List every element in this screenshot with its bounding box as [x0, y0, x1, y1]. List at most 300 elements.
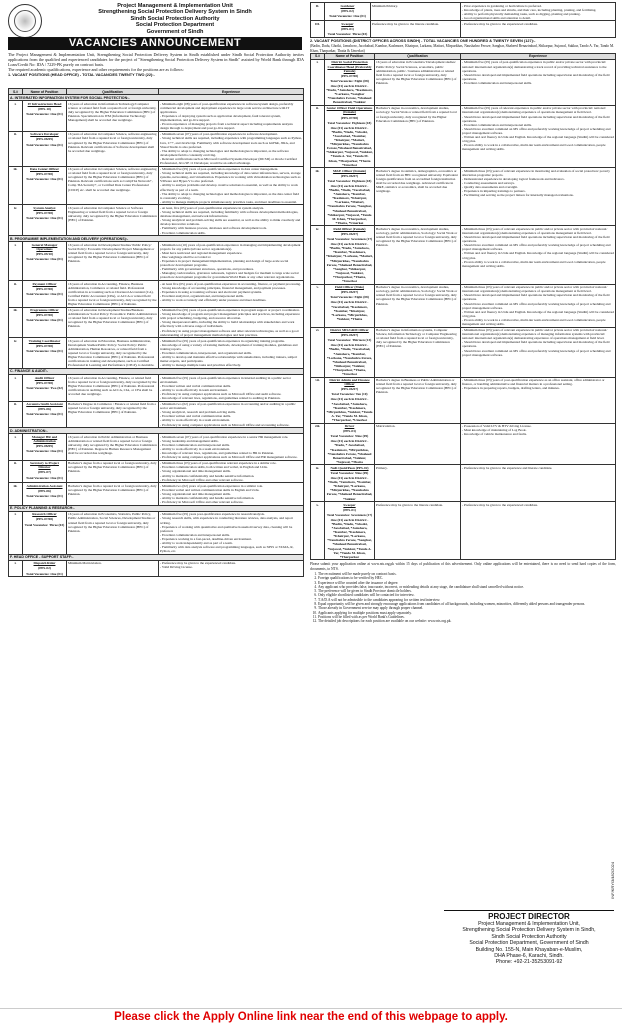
serial-number: i. — [311, 59, 325, 105]
experience-item: - Written and oral fluency in Urdu and English. Knowledge of the regional language (Sindhi) will be considered a big plus. — [462, 310, 614, 318]
qualification-cell: 16 years of education in Accounting, Finance, Business Administration, Commerce or related field. Professional certification in accounting such as Chartered Accountant (CA), Certified Public Accountant (CPA), or ACCA or related field from a reputed local or foreign university, duly recognized by the Higher Education Commission (HEC) of Pakistan. — [68, 281, 157, 306]
project-director-block — [444, 910, 614, 966]
position-grade: (PPS-09/10) — [35, 251, 54, 256]
position-cell — [23, 131, 67, 166]
position-vacancies: Total Vacancies: Nine (09) — [330, 434, 369, 439]
experience-item: - Excellent communication and interpersonal skills. — [160, 533, 302, 537]
serial-number: i. — [9, 242, 23, 281]
table-row — [9, 460, 304, 482]
position-vacancies: Total Vacancies: One (01) — [26, 256, 63, 261]
header-line: Government of Sindh — [146, 28, 204, 35]
position-vacancies: Total Vacancies: One (01) — [26, 291, 63, 296]
experience-list — [160, 167, 302, 204]
position-vacancies: Total Vacancies: One (01) — [26, 571, 63, 576]
serial-number: i. — [9, 434, 23, 461]
experience-item: - Preference may be given to the experienced candidate. — [160, 561, 302, 565]
position-grade: (PPS-07/08) — [35, 517, 54, 522]
experience-cell — [159, 375, 304, 402]
experience-item: - Excellent communication and interpersonal skills. — [160, 443, 302, 447]
qualification-cell: 16 years of education in Education, Business Administration, Development Studies/Public Policy/ Social Policy/ Public Administration, Human Resources, or related field from a reputed local or foreign university, duly recognized by the Higher Education Commission (HEC) of Pakistan. Professional certifications in training and development, such as Certified Professional in Learning and Performance (CPLP), is desirable. — [67, 338, 159, 369]
experience-item: - Minimum three (03) years of post-qualification relevant experience in a similar role. — [160, 461, 302, 465]
intro-paragraph: The Project Management & Implementation Unit, Strengthening Social Protection Delivery System in Sindh established under Sindh Social Protection Authority invites applications from the qualified and experienced candidates for the project of "Strengthening Social Protection Delivery System in Sindh" assisted by World Bank through IDA Loan/Credit No: IDA / 7229-PK purely on contract basis. — [8, 52, 304, 67]
position-cell — [325, 21, 371, 37]
qualification-cell: Minimum Primary. — [371, 3, 461, 21]
experience-item: - Ability to analyze problems and develop creative solutions is essential, as well as the ability to work effectively as part of a team. — [160, 183, 302, 191]
experience-item: - Minimum three (03) years of relevant experience in public and/or private sector with provincial/ national/ international organization(s) demonstrating experience of managing information systems with provincial/ national/ international organization(s) demonstrating experience of operations management at field level. — [462, 328, 614, 340]
position-name: Accounts/Audit Assistant — [26, 402, 63, 407]
position-cell — [23, 307, 67, 338]
position-grade: (PPS-07/08) — [340, 115, 359, 120]
serial-number: iv. — [311, 226, 325, 284]
serial-number: iv. — [9, 338, 23, 369]
position-name: Payment Officer — [32, 281, 57, 286]
experience-item: - Strong technical skills are required, including experience with programming languages such as Python, Java, C++, and JavaScript. Familiarity with software development tools such as GitHub, JIRA, and Visual Studio is also preferred. — [160, 136, 302, 148]
experience-item: - Strong analytical, research and problem-solving skills. — [160, 410, 302, 414]
experience-cell — [159, 434, 304, 461]
section-title: B. PROGRAMME IMPLEMENTATION AND DELIVERY (OPERATIONS):- — [9, 236, 304, 242]
position-grade: (PPS-01) — [341, 26, 354, 31]
position-grade: (PPS-03) — [343, 429, 356, 434]
experience-item: - Ability to perform physically demanding tasks, such as digging, planting and pruning. — [462, 12, 614, 16]
experience-list — [160, 206, 302, 235]
section-title: D. ADMINISTRATION:- — [9, 428, 304, 434]
experience-item: - Demonstrated experience in developing logical framework and indicators. — [462, 177, 614, 181]
experience-list — [160, 102, 302, 131]
experience-item: - Proficiency in using computer applications such as Microsoft Office and accounting software. — [160, 423, 302, 427]
experience-item: - Should have excellent command on MS office and preferably working knowledge of project scheduling and project management software. — [462, 243, 614, 251]
apply-online-notice[interactable]: Please click the Apply Online link near the end of this webpage to apply. — [0, 1008, 622, 1024]
experience-list — [462, 424, 614, 436]
experience-cell — [159, 460, 304, 482]
table-row — [9, 307, 304, 338]
table-row — [9, 101, 304, 132]
experience-cell — [159, 205, 304, 236]
position-cell — [325, 105, 375, 167]
intro-requirements: The required academic qualifications, experience and other requirements for the positions are as follows: — [8, 67, 184, 72]
position-cell — [23, 560, 67, 576]
experience-item: - Minimum five (05) years of post-qualification experience in organizing training programs. — [160, 339, 302, 343]
position-vacancies: Total Vacancies: Eight (08) — [330, 78, 369, 83]
experience-item: - Good organizational skills and attention to detail. — [462, 16, 614, 20]
experience-item: - Minimum five (05) years of post-qualification experience in program support or project coordination. — [160, 308, 302, 312]
position-grade: (PPS-07/08) — [35, 286, 54, 291]
experience-list — [462, 285, 614, 326]
experience-cell — [461, 59, 616, 105]
qualification-cell: 16 years of education in Development Studies/Business Administration/ Social Policy/ Economics/ Public Administration or related field from a reputed local or foreign university, duly recognized by the Higher Education Commission (HEC) of Pakistan. — [67, 307, 159, 338]
position-vacancies: Total Vacancies: Three (03) — [24, 522, 65, 527]
position-name: District Social Protection Coordinator/Head (Preferably Female) — [327, 60, 372, 73]
experience-item: - Minimum three (03) years of relevant experience in public and/or private sector with provincial/ national/ international organization(s) demonstrating experience of operations management at field level. — [462, 285, 614, 293]
position-name: Training Coordinator — [28, 338, 61, 343]
experience-list — [160, 308, 302, 337]
position-vacancies: Total Vacancies: Eighteen (18) — [327, 178, 372, 183]
experience-list — [462, 60, 614, 85]
experience-cell — [461, 327, 616, 377]
experience-cell — [159, 560, 304, 576]
experience-item: - Due weightage shall be accorded to: — [160, 255, 302, 259]
position-grade: (PPS-07/08) — [35, 343, 54, 348]
sindh-government-logo — [8, 4, 42, 38]
experience-item: - Knowledge of using a variety of training methods, development of training modules, guidelines and training reports. — [160, 343, 302, 351]
qualification-cell: Matriculation. — [375, 423, 461, 465]
qualification-cell: 16 years of education in Accounting, Finance, or related field from a reputed local or foreign university, duly recognized by the Higher Education Commission (HEC) of Pakistan. Professional certifications in auditing such as ACCA, CIA, or CFA shall be accorded due weightage. — [67, 375, 159, 402]
experience-item: - Minimum five (05) years of relevant experience in public and/or private sector with provincial/ national/ international organization(s) demonstrating experience of operations management at field level. — [462, 106, 614, 114]
position-cell — [325, 327, 375, 377]
experience-item: - Should have excellent command on MS office and preferably working knowledge of project scheduling and project management software. — [462, 349, 614, 357]
section-title: F. HEAD OFFICE - SUPPORT STAFF:- — [9, 554, 304, 560]
position-districts: One (01) each in District:- *Badin, *Dadu, *Ghotki, *Jacobabad, *Kambar, *Khairpur, *Matiari, *Mirpurkhas, *Naushahro Feroze,*Shaheed Benazirabad, *Shikarpur, *Sujawal, *Sukkur, *Tando A. Yar, *Tando M. Khan, *Tharparkar, *Thatta *Umerkot — [326, 125, 373, 167]
experience-list — [462, 227, 614, 268]
experience-item: - Preference may be given to the experience and literate candidate. — [462, 466, 614, 470]
table-row — [311, 105, 616, 167]
experience-item: - Minimum five (05) years of post-qualification experience in data center management. — [160, 167, 302, 171]
experience-item: - Knowledge of plants, trees and shrubs, and their care, including planting, pruning, and fertilizing. — [462, 8, 614, 12]
qualification-cell: 16 years of education in Public Administration or Business Administration or related field from a reputed local or foreign university, duly recognized by the Higher Education Commission (HEC) of Pakistan. Degree in Human Resource Management shall be accorded due weightage. — [67, 434, 159, 461]
experience-item: - Experience in imparting trainings to partners. — [462, 189, 614, 193]
experience-item: - Ability to work accurately and efficiently under pressure and meet deadlines. — [160, 298, 302, 302]
experience-item: - Strong organizational and time management skills. — [160, 492, 302, 496]
qualification-cell: 16 years of education in Economics/ Development studies/ Public Policy/ Social Sciences, economics, public administration, public / business administration or related field from a reputed local or foreign university, duly recognized by the Higher Education Commission (HEC) of Pakistan. — [375, 59, 461, 105]
position-cell — [23, 483, 67, 505]
position-name: Software Developer — [30, 132, 59, 137]
qualification-cell: Bachelor's degree in statistics, demographics, economics or related field from an HEC recognized university. Equivalent foreign qualification from an accredited foreign institution shall be accorded due weightage. Advanced certificate in M&E, statistics or economics, shall be accorded due weightage. — [375, 168, 461, 226]
experience-list — [462, 328, 614, 357]
table-row — [9, 434, 304, 461]
qualification-cell: Preference may be given to the literate candidate. — [375, 502, 461, 560]
experience-item: - Strong interpersonal skills, including the ability to build relationships with stakeholders and work effectively with a diverse range of individuals. — [160, 320, 302, 328]
experience-item: - Experience working in a fast-paced, deadline-driven environment. — [160, 537, 302, 541]
experience-item: - Strong technical skills are required, including knowledge of data center infrastructure, servers, storage systems, networking, and virtualization. Experience in working with virtualization technologies such as VMware and Hyper-V is also preferred. — [160, 171, 302, 183]
experience-item: - Possession of Valid LTV & HTV driving License. — [462, 424, 614, 428]
serial-number: iii. — [9, 483, 23, 505]
qualification-cell: Preference may be given to the literate candidate. — [371, 21, 461, 37]
notes-list — [310, 572, 616, 624]
experience-item: - Proven ability to work in a collaborative, multi-tier team environment and Good communication, people management and writing skills. — [462, 318, 614, 326]
experience-item: - Familiarity with government structures, operations, and procedures. — [160, 267, 302, 271]
position-vacancies: Total Vacancies: One (01) — [26, 348, 63, 353]
position-cell — [23, 338, 67, 369]
serial-number: iii. — [311, 168, 325, 226]
table-row — [311, 423, 616, 465]
experience-cell — [461, 502, 616, 560]
serial-number: vii. — [311, 377, 325, 423]
experience-item: - Knowledge of relevant laws, regulations, and guidelines related to auditing in Pakistan. — [160, 396, 302, 400]
experience-list — [160, 243, 302, 280]
experience-item: - Strong research skills, with experience in conducting literature reviews, data analysis, and report writing. — [160, 516, 302, 524]
right-column — [310, 2, 616, 624]
experience-item: - Proficiency in Microsoft Office and other relevant software. — [160, 500, 302, 504]
experience-item: - Excellent communication skills. — [160, 231, 302, 235]
experience-item: - Ability to manage multiple projects simultaneously, prioritize tasks, and meet deadlines is essential. — [160, 200, 302, 204]
position-cell — [23, 401, 67, 428]
position-name: Administration Assistant — [26, 483, 63, 488]
support-staff-table — [310, 2, 616, 38]
position-name: Sweeper — [341, 21, 354, 26]
position-districts: One (01) each in District:- *Badin, *Dadu, *Jacobabad, *Jamshoro, *Kambar, *Kashmore, *Khairpur, *Larkana, *Matiari, *Naushahro Feroze, *Sanghar, *Shaheed Benazirabad, *Shikarpur, *Sujawal, *Tando M. Khan, *Tharparkar, *Thatta, *Umerkot — [327, 183, 372, 225]
position-grade: (PPS-01) — [343, 507, 356, 512]
qualification-cell: 16 years of education in Development Studies/ Public Policy/ Social Policy/ Economic Development/ Project Management or related field from a reputed local or foreign university, duly recognized by the Higher Education Commission (HEC) of Pakistan. — [67, 242, 159, 281]
note-item: 11. Positions will be filled with as per World Bank's Guidelines. — [318, 615, 616, 619]
note-item: 1. The recruitment will be made purely on contract basis. — [318, 572, 616, 576]
experience-item: - Excellent written and verbal communication skills. — [160, 384, 302, 388]
position-grade: (PPS-06/07) — [340, 387, 359, 392]
pd-line: DHA Phase-6, Karachi, Sindh. — [494, 953, 564, 960]
experience-item: - Facilitating and serving as the project liaison for internally managed evaluations. — [462, 193, 614, 197]
experience-cell — [461, 465, 616, 502]
note-item: 12. The detailed job descriptions for each position are available on our website: www.nts.org.pk. — [318, 619, 616, 623]
experience-item: - Strong organizational and time management skills. — [160, 469, 302, 473]
qualification-cell: 16 years of education in Information Technology/Computer science or related field from a reputed local or foreign university, duly recognized by the Higher Education Commission (HEC) of Pakistan. Specialization in ITM (Information Technology Management) shall be accorded due weightage. — [67, 101, 159, 132]
serial-number: ii. — [9, 281, 23, 308]
position-districts: One (01) each in District:- *Dadu, *Jamshoro, *Kambar, *Khairpur, *Larkana, *Mirpurkhas, *Naushahro Feroze, *Shaheed Benazirabad, *Sukkur — [326, 476, 373, 501]
experience-item: - Strong analytical and problem-solving skills are essential, as well as the ability to think creatively and develop innovative solutions. — [160, 218, 302, 226]
note-item: 2. Foreign qualifications to be verified by HEC. — [318, 576, 616, 580]
section-2-title: 2. VACANT POSITIONS (DISTRICT OFFICES ACROSS SINDH) - TOTAL VACANCIES ONE HUNDRED & TWENTY SEVEN (127):- — [310, 38, 536, 43]
experience-list — [160, 132, 302, 165]
position-vacancies: Total Vacancies: Two (02) — [26, 385, 63, 390]
experience-item: - Prior experience in gardening or horticulture is preferred. — [462, 4, 614, 8]
position-vacancies: Total Vacancies: Eight (08) — [330, 295, 369, 300]
experience-list — [462, 503, 614, 507]
experience-item: - Familiarity with data analysis software and programming languages, such as SPSS or STATA, R, Python, etc. — [160, 545, 302, 553]
experience-item: - The ability to adapt to changing technologies and methodologies is important, as the software development field is constantly evolving. — [160, 149, 302, 157]
note-item: 3. Experience will be counted after the issuance of degree. — [318, 581, 616, 585]
qualification-cell: Bachelor's degree in economics, development studies, sociology, public administration, Sociology/ Social Work or related field from a reputed local or foreign university, duly recognized by the Higher Education Commission (HEC) of Pakistan. — [375, 226, 461, 284]
experience-list — [462, 378, 614, 390]
experience-cell — [461, 21, 616, 37]
position-grade: (PPS-07/08) — [35, 380, 54, 385]
experience-item: - Minimum two (02) years of post-qualification experience in a similar role. — [160, 484, 302, 488]
position-cell — [23, 460, 67, 482]
serial-number: III. — [311, 21, 325, 37]
experience-list — [462, 466, 614, 470]
position-vacancies: Total Vacancies: Seventeen (17) — [326, 512, 373, 517]
table-row — [311, 59, 616, 105]
experience-cell — [461, 284, 616, 327]
position-name: IT Infrastructure Head — [27, 101, 62, 106]
experience-list — [462, 169, 614, 198]
position-name: Senior Officer Field Operations (Female) — [326, 106, 373, 115]
col-header: Name of Position — [23, 89, 67, 95]
position-vacancies: Total Vacancies: One (01) — [26, 142, 63, 147]
pd-line: Sindh Social Protection Authority — [491, 933, 567, 940]
serial-number: iii. — [9, 166, 23, 205]
experience-list — [160, 484, 302, 504]
experience-item: - Excellent analytical, organizational, and interpersonal skills. — [160, 294, 302, 298]
experience-item: - Quality data assessments and oversight. — [462, 185, 614, 189]
experience-item: - Managing cash transfers, grievance redressals, logistics and budgets for medium to large scale social protection/ development programs for government/World Bank or any other relevant organizations. — [160, 271, 302, 279]
position-cell — [23, 511, 67, 554]
position-districts: One (01) each in District:- *Dadu, * Jacobabad, *Kashmore, *Mirpurkhas, *Naushahro Feroze, *Shaheed Benazirabad, *Sukkur, *Sujawal, *Thatta — [327, 439, 372, 464]
experience-item: - Should have developed and implemented field operations including supervision and monitoring of the field operations. — [462, 235, 614, 243]
table-row — [311, 226, 616, 284]
position-grade: (PPS-08/09) — [35, 137, 54, 142]
position-name: District Admin and Finance Officer — [329, 378, 370, 387]
experience-item: - Written and oral fluency in Urdu and English. Knowledge of the regional language (Sindhi) will be considered a big plus. — [462, 251, 614, 259]
experience-item: - Excellent written and verbal communication skills. — [160, 414, 302, 418]
experience-list — [160, 402, 302, 427]
position-vacancies: Total Vacancies: Seventeen (17) — [326, 237, 373, 242]
position-cell — [23, 434, 67, 461]
header-line: Social Protection Department — [135, 22, 215, 29]
pd-line: Strengthening Social Protection Delivery System in Sindh, — [462, 927, 596, 934]
head-office-table — [8, 88, 304, 577]
pd-line: Social Protection Department, Government of Sindh — [469, 940, 589, 947]
position-vacancies: Total Vacancies: One (01) — [26, 111, 63, 116]
position-grade: (PPS-07/08) — [35, 172, 54, 177]
position-vacancies: Total Vacancies: Ten (10) — [331, 392, 368, 397]
position-grade: (PPS-10) — [38, 106, 51, 111]
header-line: Project Management & Implementation Unit — [117, 3, 233, 9]
experience-item: - Strong technical skills are required, including familiarity with software development methodologies, database management, and network infrastructure. — [160, 210, 302, 218]
qualification-cell: Bachelor's degree from a reputed local or foreign university, duly recognized by the Higher Education Commission (HEC) of Pakistan. — [67, 460, 159, 482]
position-name: Dispatch Rider — [33, 561, 56, 566]
position-vacancies: Total Vacancies: One (01) — [26, 318, 63, 323]
position-districts: One (01) each in District:- *Dadu, *Jamshoro, *Kashmore, *Larkana, *Sanghar *Naushahro Feroze, *Shaheed Benazirabad, *Sukkur — [326, 83, 373, 105]
position-name: Field Officer (Male) — [335, 285, 364, 290]
experience-cell — [159, 281, 304, 308]
position-vacancies: Total Vacancies: Three (03) — [327, 32, 368, 37]
qualification-cell: Bachelor's degree in economics, development studies, sociology, public administration, Sociology/ Social Work or related field from a reputed local or foreign university, duly recognized by the Higher Education Commission (HEC) of Pakistan. — [375, 284, 461, 327]
header-lines — [4, 2, 306, 35]
note-item: 4. Any applicant who provides false, inaccurate, incorrect, or misleading details at any stage, the candidature shall stand cancelled without notice. — [318, 585, 616, 589]
position-name: Field Officer (Female) — [333, 226, 366, 231]
section-title: E. POLICY PLANNING & RESEARCH:- — [9, 505, 304, 511]
qualification-cell: Bachelor's degree in Business or Public Administration or related field from a reputed local or foreign university, duly recognized by the Higher Education Commission (HEC) of Pakistan. — [375, 377, 461, 423]
serial-number: ix. — [311, 465, 325, 502]
experience-item: - Excellent communication and interpersonal skills. — [462, 123, 614, 127]
experience-cell — [159, 166, 304, 205]
experience-item: - Familiarity with business process, databases and software development tools. — [160, 226, 302, 230]
experience-item: - Ability to maintain confidentiality and handle sensitive information. — [160, 496, 302, 500]
table-row — [9, 242, 304, 281]
qualification-cell: Primary. — [375, 465, 461, 502]
experience-item: - Should have developed and implemented field operations including supervision and monitoring of the field operations. — [462, 293, 614, 301]
experience-item: - Excellent communication and interpersonal skills. — [462, 81, 614, 85]
experience-item: - At least five (05) years of post-qualification experience in accounting, finance, or payment processing. — [160, 282, 302, 286]
table-row — [311, 377, 616, 423]
position-grade: (PPS-06/07) — [340, 290, 359, 295]
col-header: S.# — [311, 53, 325, 59]
position-cell — [325, 465, 375, 502]
experience-item: - Minimum three (03) years of relevant experience in public and/or private sector with provincial/ national/ international organization(s) demonstrating experience of operations management at field level. — [462, 227, 614, 235]
position-name: Programme Officer — [30, 308, 59, 313]
experience-item: - Experience of deploying system such as application development, fault tolerant system, implementation, and go-live support. — [160, 114, 302, 122]
position-grade: (PPS-07/08) — [35, 313, 54, 318]
header-line: Sindh Social Protection Authority — [130, 15, 220, 22]
project-director-title: PROJECT DIRECTOR — [444, 910, 614, 921]
vacancies-banner: VACANCIES ANNOUNCEMENT — [8, 37, 302, 50]
position-districts: One (01) each in District:- *Badin, *Dadu, *Ghotki, *Jacobabad, *Jamshoro, *Kambar, *Kashmore, *Khairpur, *Larkana, *Naushahro Feroze, *Sanghar, *Shaheed Benazirabad, *Sujawal, *Sukkur, *Tando A. Yar, *Tando M. Khan, *Tharparkar — [327, 517, 372, 559]
qualification-cell: 16 years of education in Economics, Statistics, Public Policy, Public Administration, Social Sciences, Development Studies or related field from a reputed local or foreign university, duly recognized by the Higher Education Commission (HEC) of Pakistan. — [67, 511, 159, 554]
experience-item: - Minimum five (05) years of post-qualification experience in public and/or private sector with provincial/ national/ international organization(s) demonstrating a track record of providing technical assistance to the operations. — [462, 60, 614, 72]
col-header: Qualification — [67, 89, 159, 95]
table-row — [9, 560, 304, 576]
position-cell — [325, 59, 375, 105]
experience-item: - Excellent verbal and written communication skills in English and Urdu. — [160, 488, 302, 492]
note-item: 6. Only eligible shortlisted candidates will be contacted for interview. — [318, 593, 616, 597]
experience-list — [160, 561, 302, 569]
table-row — [9, 205, 304, 236]
position-name: M&E Officer (Female) — [332, 168, 367, 173]
experience-item: - Minimum three (03) years of relevant experience in monitoring and evaluation of social protection/ poverty alleviation programs/ projects. — [462, 169, 614, 177]
experience-item: - The ability to adapt to changing technologies and methodologies is important, as the data center field is constantly evolving. — [160, 192, 302, 200]
experience-item: - Proficiency in using computer applications such as Microsoft Office and HR management software. — [160, 455, 302, 459]
experience-item: - Ability to develop and maintain effective relationships with stakeholders, including trainers, subject matter experts, and participants. — [160, 355, 302, 363]
table-row — [311, 502, 616, 560]
experience-item: - Preference may be given to the experienced candidate. — [462, 503, 614, 507]
position-name: Data Center Officer — [30, 167, 59, 172]
position-vacancies: Total Vacancies: Thirteen (13) — [327, 338, 372, 343]
experience-item: - Ability to work independently and as part of a team. — [160, 541, 302, 545]
experience-item: - Proven ability to work in a collaborative, multi-tier team environment and Good communication, people management and writing skills. — [462, 143, 614, 151]
position-grade: (PPS-06) — [38, 407, 51, 412]
qualification-cell: 16 years of education in Computer Science, software engineering or related field from a reputed local or foreign university, duly recognized by the Higher Education Commission (HEC) of Pakistan. Relevant certifications such as CompTIA Network+, Comp TIA Security+, or Certified Data Center Professional (CDCP) etc. shall be accorded due weightage. — [67, 166, 159, 205]
advertisement-page — [4, 2, 618, 1007]
position-cell — [325, 502, 375, 560]
serial-number: II. — [311, 3, 325, 21]
experience-cell — [159, 483, 304, 505]
experience-item: - Ability to work effectively in team environment. — [160, 388, 302, 392]
serial-number: ii. — [311, 105, 325, 167]
experience-item: - Proven experience of managing projects from a technical aspect including requirements analysis design through to deployment and post go-live support. — [160, 122, 302, 130]
note-item: 7. T.A/D.A will not be admissible to the candidates appearing for written test/interview. — [318, 598, 616, 602]
position-cell — [325, 423, 375, 465]
position-grade: (PPS-06) — [38, 488, 51, 493]
serial-number: v. — [311, 284, 325, 327]
experience-cell — [159, 401, 304, 428]
district-offices-table — [310, 53, 616, 561]
experience-item: - Minimum ten (10) years of post-qualification experience in managing and implementing development projects for any public/private sector organization(s). — [160, 243, 302, 251]
position-vacancies: Total Vacancies: One (01) — [26, 475, 63, 480]
experience-list — [462, 106, 614, 151]
qualification-cell: Bachelor's degree in economics, development studies, sociology/ Social Work or related field from a reputed local or foreign university, duly recognized by the Higher Education Commission (HEC) of Pakistan. — [375, 105, 461, 167]
experience-cell — [461, 423, 616, 465]
experience-item: - Knowledge of vehicle maintenance and faults. — [462, 432, 614, 436]
position-vacancies: Total Vacancies: One (01) — [26, 177, 63, 182]
table-row — [311, 465, 616, 502]
col-header: Qualification — [375, 53, 461, 59]
serial-number: i. — [9, 101, 23, 132]
table-row — [9, 483, 304, 505]
position-cell — [23, 242, 67, 281]
experience-cell — [159, 101, 304, 132]
table-row — [311, 327, 616, 377]
section-title: A. INTEGRATED INFORMATION SYSTEM FOR SOCIAL PROTECTION:- — [9, 95, 304, 101]
position-cell — [23, 166, 67, 205]
position-grade: (PPS-06/07) — [340, 333, 359, 338]
col-header: S.# — [9, 89, 23, 95]
position-cell — [23, 375, 67, 402]
position-name: System Analyst — [33, 205, 56, 210]
experience-item: - Experience in using accounting software and electronic payment systems. — [160, 290, 302, 294]
experience-cell — [159, 338, 304, 369]
pd-line: Phone: +92-21-35253091-92 — [495, 959, 563, 966]
table-row — [311, 21, 616, 37]
experience-item: - Ability to work effectively in a team environment. — [160, 447, 302, 451]
qualification-cell: Bachelor's degree in Information systems, Computer Science, Information Technology or Computer Engineering or related field from a reputed local or foreign university, duly recognized by the Higher Education Commission (HEC) of Pakistan. — [375, 327, 461, 377]
position-vacancies: Total Vacancies: Nine (09) — [330, 470, 369, 475]
qualification-cell: Bachelor's degree from a reputed local or foreign university, duly recognized by the Higher Education Commission (HEC) of Pakistan. — [67, 483, 159, 505]
position-name: General Manager Operations — [31, 242, 58, 251]
position-cell — [325, 226, 375, 284]
experience-item: - Should have developed and implemented field operations including supervision and monitoring of the field operations. — [462, 115, 614, 123]
pd-line: Project Management & Implementation Unit, — [478, 921, 580, 927]
table-row — [9, 131, 304, 166]
table-row — [9, 375, 304, 402]
position-cell — [325, 3, 371, 21]
note-item: 5. The preference will be given to Sindh Province domicile holders. — [318, 589, 616, 593]
